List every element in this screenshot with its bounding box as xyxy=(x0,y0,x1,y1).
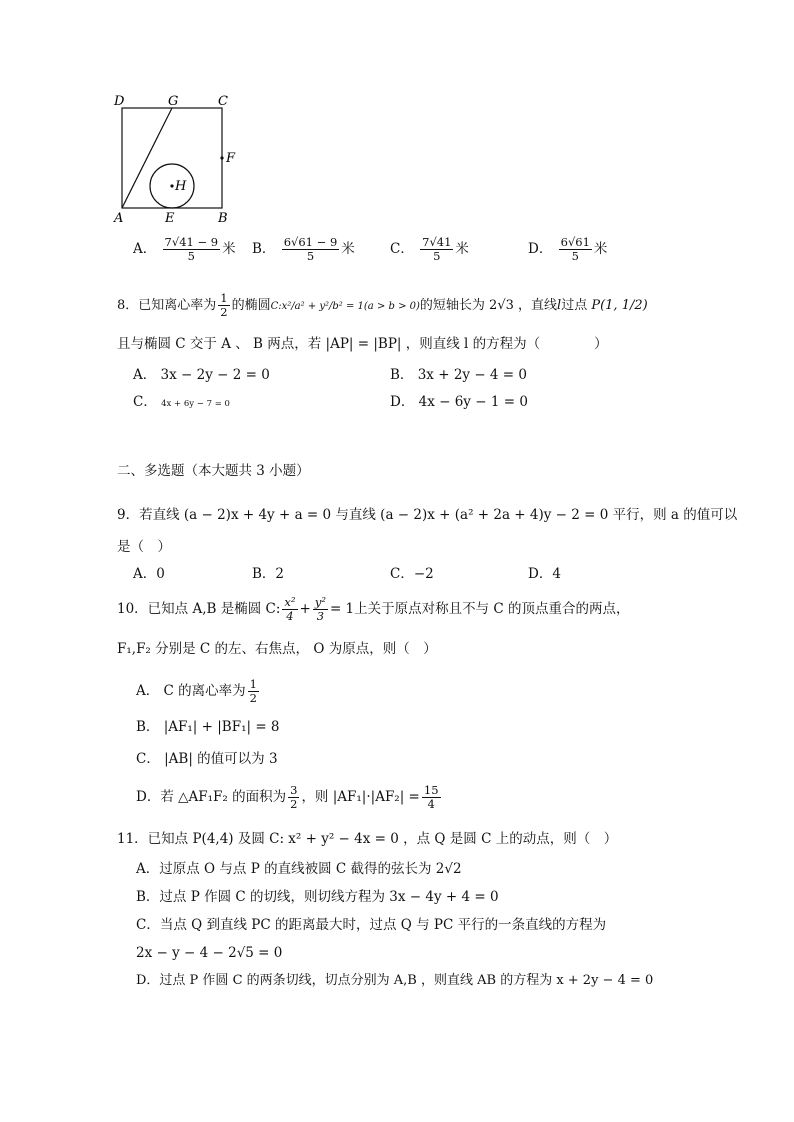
q11-option-b[interactable]: B．过点 P 作圆 C 的切线，则切线方程为 3x − 4y + 4 = 0 xyxy=(136,889,499,905)
q11-option-c-line1[interactable]: C．当点 Q 到直线 PC 的距离最大时，过点 Q 与 PC 平行的一条直线的方程为 xyxy=(136,917,607,933)
q10-stem-line2: F₁,F₂ 分别是 C 的左、右焦点， O 为原点，则（ ） xyxy=(117,641,437,657)
q8-option-b[interactable]: B． 3x + 2y − 4 = 0 xyxy=(390,367,527,383)
q9-stem-line1: 9．若直线 (a − 2)x + 4y + a = 0 与直线 (a − 2)x + (a² + 2a + 4)y − 2 = 0 平行，则 a 的值可以 xyxy=(117,507,738,523)
q10-option-b[interactable]: B． |AF₁| + |BF₁| = 8 xyxy=(136,719,280,735)
q9-stem-line2: 是（ ） xyxy=(117,539,171,555)
q8-option-d[interactable]: D． 4x − 6y − 1 = 0 xyxy=(390,394,528,410)
q9-option-c[interactable]: C．−2 xyxy=(390,566,434,582)
q7-option-a[interactable]: A． $\frac{7√41 - 9}{5}$ 米 xyxy=(133,235,236,263)
q9-option-d[interactable]: D．4 xyxy=(528,566,561,582)
label-f: F xyxy=(226,151,236,166)
label-e: E xyxy=(165,211,175,225)
section-heading: 二、多选题（本大题共 3 小题） xyxy=(117,463,310,479)
q7-option-c[interactable]: C． $\frac{7√41}{5}$ 米 xyxy=(390,235,469,263)
q9-option-a[interactable]: A．0 xyxy=(133,566,165,582)
q11-option-c-line2: 2x − y − 4 − 2√5 = 0 xyxy=(136,945,283,961)
q11-option-a[interactable]: A．过原点 O 与点 P 的直线被圆 C 截得的弦长为 2√2 xyxy=(136,861,462,877)
label-g: G xyxy=(168,94,179,109)
point-f xyxy=(220,156,223,159)
point-h xyxy=(170,184,173,187)
geometry-figure xyxy=(110,90,250,225)
q9-option-b[interactable]: B．2 xyxy=(252,566,285,582)
segment-ag xyxy=(122,108,172,208)
q11-option-d[interactable]: D．过点 P 作圆 C 的两条切线，切点分别为 A,B ，则直线 AB 的方程为 x + 2y − 4 = 0 xyxy=(136,973,654,988)
q8-option-a[interactable]: A． 3x − 2y − 2 = 0 xyxy=(133,367,270,383)
q8-stem-line1: 8．已知离心率为 $\frac{1}{2}$ 的椭圆C:x²/a² + y²/b² = 1(a > b > 0)的短轴长为 2√3 ，直线l过点 P(1, 1/2) xyxy=(117,291,648,319)
q7-option-d[interactable]: D． $\frac{6√61}{5}$ 米 xyxy=(528,235,608,263)
q10-stem-line1: 10．已知点 A,B 是椭圆 C: $\frac{\text{x²}}{4}$ + $\frac{\text{y²}}{3}$ = 1上关于原点对称且不与 C 的顶点重合的两点， xyxy=(117,595,630,623)
label-c: C xyxy=(218,94,228,109)
square-abcd xyxy=(122,108,222,208)
q8-option-c[interactable]: C． 4x + 6y − 7 = 0 xyxy=(133,394,230,410)
q11-stem: 11．已知点 P(4,4) 及圆 C: x² + y² − 4x = 0 ，点 Q 是圆 C 上的动点，则（ ） xyxy=(117,831,618,847)
q7-option-b[interactable]: B． $\frac{6√61 - 9}{5}$ 米 xyxy=(252,235,355,263)
q10-option-c[interactable]: C． |AB| 的值可以为 3 xyxy=(136,751,278,767)
label-a: A xyxy=(114,211,124,225)
label-h: H xyxy=(175,179,187,194)
q10-option-a[interactable]: A． C 的离心率为 $\frac{1}{2}$ xyxy=(136,677,257,705)
q8-stem-line2: 且与椭圆 C 交于 A 、 B 两点，若 |AP| = |BP| ，则直线 l 的方程为（ ） xyxy=(117,336,608,352)
label-d: D xyxy=(114,94,125,109)
q10-option-d[interactable]: D．若 △AF₁F₂ 的面积为 $\frac{3}{2}$ ，则 |AF₁|·|AF₂| = $\frac{15}{4}$ xyxy=(136,783,439,811)
label-b: B xyxy=(218,211,228,225)
